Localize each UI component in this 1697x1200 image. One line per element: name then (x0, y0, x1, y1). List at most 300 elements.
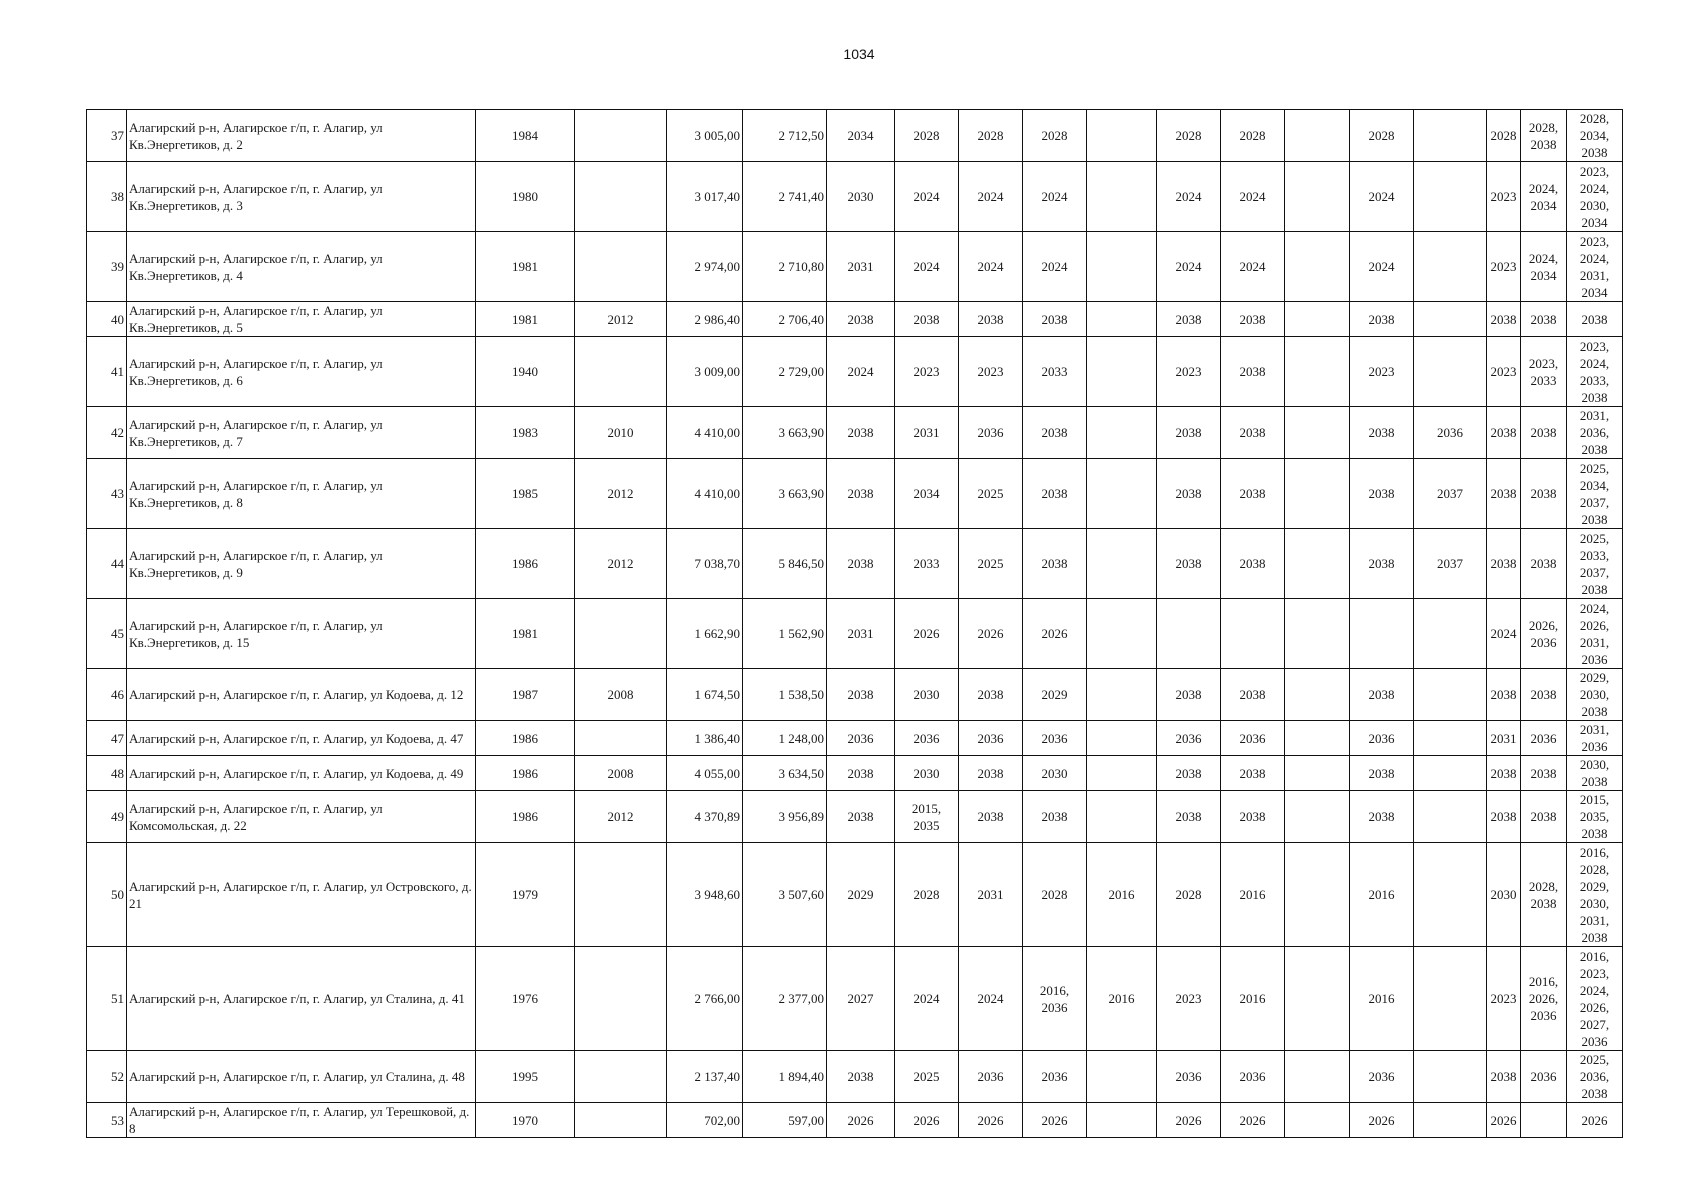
address-cell: Алагирский р-н, Алагирское г/п, г. Алагир, ул Кв.Энергетиков, д. 4 (127, 232, 476, 302)
area-total-cell: 7 038,70 (667, 529, 743, 599)
table-row (87, 721, 1623, 756)
year-cell-2: 2030 (895, 669, 959, 721)
address-cell: Алагирский р-н, Алагирское г/п, г. Алагир, ул Комсомольская, д. 22 (127, 791, 476, 843)
year-cell-4: 2038 (1023, 791, 1087, 843)
area-total-cell: 3 009,00 (667, 337, 743, 407)
year-cell-10: 2036 (1414, 407, 1487, 459)
area-total-cell: 702,00 (667, 1103, 743, 1138)
year-built-cell: 1984 (476, 110, 575, 162)
area-total-cell: 4 370,89 (667, 791, 743, 843)
year-cell-9: 2024 (1350, 162, 1414, 232)
year-cell-4: 2026 (1023, 1103, 1087, 1138)
year-cell-3: 2038 (959, 302, 1023, 337)
year-cell-3: 2028 (959, 110, 1023, 162)
table-row (87, 302, 1623, 337)
area-living-cell: 2 377,00 (743, 947, 827, 1051)
year-cell-10 (1414, 721, 1487, 756)
year-repair-cell (575, 232, 667, 302)
year-built-cell: 1983 (476, 407, 575, 459)
year-cell-1: 2038 (827, 791, 895, 843)
year-cell-2: 2024 (895, 947, 959, 1051)
year-repair-cell (575, 1051, 667, 1103)
year-cell-2: 2028 (895, 110, 959, 162)
year-cell-10 (1414, 599, 1487, 669)
year-cell-9: 2038 (1350, 302, 1414, 337)
row-number-cell: 43 (87, 459, 127, 529)
year-cell-7: 2038 (1221, 791, 1285, 843)
year-cell-10 (1414, 232, 1487, 302)
year-cell-5 (1087, 1103, 1157, 1138)
area-total-cell: 2 986,40 (667, 302, 743, 337)
year-cell-9: 2024 (1350, 232, 1414, 302)
year-cell-3: 2031 (959, 843, 1023, 947)
year-cell-4: 2028 (1023, 843, 1087, 947)
year-cell-1: 2031 (827, 232, 895, 302)
year-cell-13: 2038 (1567, 302, 1623, 337)
year-cell-13: 2025, 2033, 2037, 2038 (1567, 529, 1623, 599)
year-cell-12: 2028, 2038 (1521, 110, 1567, 162)
year-cell-10 (1414, 669, 1487, 721)
area-total-cell: 4 410,00 (667, 407, 743, 459)
year-cell-3: 2026 (959, 1103, 1023, 1138)
year-cell-11: 2030 (1487, 843, 1521, 947)
year-repair-cell (575, 110, 667, 162)
year-cell-13: 2015, 2035, 2038 (1567, 791, 1623, 843)
year-repair-cell: 2012 (575, 302, 667, 337)
year-cell-3: 2038 (959, 669, 1023, 721)
area-living-cell: 1 894,40 (743, 1051, 827, 1103)
row-number-cell: 48 (87, 756, 127, 791)
year-cell-1: 2038 (827, 459, 895, 529)
year-cell-2: 2023 (895, 337, 959, 407)
year-cell-7: 2038 (1221, 407, 1285, 459)
year-cell-8 (1285, 459, 1350, 529)
table-row (87, 407, 1623, 459)
year-repair-cell: 2012 (575, 791, 667, 843)
area-living-cell: 3 956,89 (743, 791, 827, 843)
year-repair-cell (575, 843, 667, 947)
year-cell-1: 2038 (827, 407, 895, 459)
year-cell-4: 2038 (1023, 529, 1087, 599)
year-cell-3: 2026 (959, 599, 1023, 669)
year-cell-12: 2038 (1521, 756, 1567, 791)
area-total-cell: 3 948,60 (667, 843, 743, 947)
year-repair-cell (575, 947, 667, 1051)
year-cell-11: 2023 (1487, 162, 1521, 232)
year-cell-6: 2028 (1157, 110, 1221, 162)
year-cell-4: 2024 (1023, 162, 1087, 232)
housing-repair-table (86, 109, 1623, 1138)
year-cell-9 (1350, 599, 1414, 669)
year-cell-1: 2024 (827, 337, 895, 407)
table-row (87, 162, 1623, 232)
address-cell: Алагирский р-н, Алагирское г/п, г. Алагир, ул Кв.Энергетиков, д. 3 (127, 162, 476, 232)
table-row (87, 756, 1623, 791)
year-cell-9: 2038 (1350, 529, 1414, 599)
year-cell-8 (1285, 1051, 1350, 1103)
year-cell-11: 2038 (1487, 459, 1521, 529)
year-cell-12: 2038 (1521, 791, 1567, 843)
year-cell-3: 2036 (959, 1051, 1023, 1103)
year-cell-10 (1414, 302, 1487, 337)
year-cell-1: 2038 (827, 669, 895, 721)
year-cell-12: 2023, 2033 (1521, 337, 1567, 407)
year-cell-3: 2024 (959, 232, 1023, 302)
year-cell-5 (1087, 302, 1157, 337)
year-cell-3: 2024 (959, 947, 1023, 1051)
year-cell-8 (1285, 302, 1350, 337)
year-cell-5 (1087, 599, 1157, 669)
area-total-cell: 2 974,00 (667, 232, 743, 302)
year-cell-5 (1087, 110, 1157, 162)
year-cell-2: 2036 (895, 721, 959, 756)
year-cell-6: 2038 (1157, 669, 1221, 721)
year-cell-4: 2038 (1023, 407, 1087, 459)
year-cell-2: 2030 (895, 756, 959, 791)
year-cell-6: 2024 (1157, 162, 1221, 232)
year-cell-8 (1285, 791, 1350, 843)
year-cell-5 (1087, 162, 1157, 232)
year-cell-1: 2027 (827, 947, 895, 1051)
year-cell-11: 2024 (1487, 599, 1521, 669)
year-cell-7: 2016 (1221, 947, 1285, 1051)
year-repair-cell: 2012 (575, 459, 667, 529)
year-cell-11: 2038 (1487, 529, 1521, 599)
year-repair-cell: 2008 (575, 669, 667, 721)
year-cell-1: 2031 (827, 599, 895, 669)
year-cell-7: 2026 (1221, 1103, 1285, 1138)
year-cell-6: 2038 (1157, 302, 1221, 337)
year-cell-3: 2036 (959, 407, 1023, 459)
year-cell-2: 2015, 2035 (895, 791, 959, 843)
year-cell-12 (1521, 1103, 1567, 1138)
year-cell-9: 2016 (1350, 843, 1414, 947)
year-cell-4: 2036 (1023, 721, 1087, 756)
year-cell-5: 2016 (1087, 947, 1157, 1051)
year-cell-8 (1285, 843, 1350, 947)
year-cell-7: 2036 (1221, 721, 1285, 756)
year-cell-7: 2038 (1221, 302, 1285, 337)
year-cell-9: 2038 (1350, 669, 1414, 721)
year-cell-13: 2031, 2036, 2038 (1567, 407, 1623, 459)
year-cell-10 (1414, 162, 1487, 232)
year-cell-6 (1157, 599, 1221, 669)
area-total-cell: 2 766,00 (667, 947, 743, 1051)
year-cell-12: 2038 (1521, 407, 1567, 459)
year-cell-4: 2030 (1023, 756, 1087, 791)
year-built-cell: 1976 (476, 947, 575, 1051)
year-cell-10 (1414, 337, 1487, 407)
table-row (87, 529, 1623, 599)
year-cell-13: 2028, 2034, 2038 (1567, 110, 1623, 162)
year-cell-11: 2028 (1487, 110, 1521, 162)
year-built-cell: 1986 (476, 529, 575, 599)
year-cell-12: 2026, 2036 (1521, 599, 1567, 669)
year-cell-10: 2037 (1414, 459, 1487, 529)
year-cell-8 (1285, 337, 1350, 407)
row-number-cell: 41 (87, 337, 127, 407)
year-cell-7: 2024 (1221, 232, 1285, 302)
year-cell-8 (1285, 529, 1350, 599)
year-cell-11: 2023 (1487, 232, 1521, 302)
year-cell-3: 2036 (959, 721, 1023, 756)
area-living-cell: 2 729,00 (743, 337, 827, 407)
area-total-cell: 3 017,40 (667, 162, 743, 232)
year-cell-3: 2023 (959, 337, 1023, 407)
year-cell-10 (1414, 947, 1487, 1051)
year-cell-9: 2038 (1350, 407, 1414, 459)
year-cell-4: 2036 (1023, 1051, 1087, 1103)
year-cell-11: 2023 (1487, 947, 1521, 1051)
year-built-cell: 1979 (476, 843, 575, 947)
year-cell-10 (1414, 843, 1487, 947)
year-built-cell: 1995 (476, 1051, 575, 1103)
year-cell-9: 2016 (1350, 947, 1414, 1051)
year-cell-13: 2016, 2023, 2024, 2026, 2027, 2036 (1567, 947, 1623, 1051)
year-cell-6: 2038 (1157, 756, 1221, 791)
year-cell-8 (1285, 756, 1350, 791)
year-cell-6: 2028 (1157, 843, 1221, 947)
year-cell-9: 2038 (1350, 791, 1414, 843)
year-cell-5 (1087, 232, 1157, 302)
year-cell-11: 2031 (1487, 721, 1521, 756)
year-cell-6: 2038 (1157, 791, 1221, 843)
year-cell-11: 2038 (1487, 791, 1521, 843)
year-cell-11: 2038 (1487, 407, 1521, 459)
year-cell-8 (1285, 1103, 1350, 1138)
year-cell-5 (1087, 337, 1157, 407)
year-built-cell: 1981 (476, 232, 575, 302)
year-cell-1: 2030 (827, 162, 895, 232)
area-living-cell: 597,00 (743, 1103, 827, 1138)
year-cell-6: 2024 (1157, 232, 1221, 302)
year-cell-5 (1087, 407, 1157, 459)
year-cell-12: 2016, 2026, 2036 (1521, 947, 1567, 1051)
table-row (87, 1103, 1623, 1138)
year-cell-9: 2036 (1350, 1051, 1414, 1103)
year-cell-10 (1414, 1051, 1487, 1103)
address-cell: Алагирский р-н, Алагирское г/п, г. Алагир, ул Островского, д. 21 (127, 843, 476, 947)
row-number-cell: 38 (87, 162, 127, 232)
year-cell-7: 2016 (1221, 843, 1285, 947)
row-number-cell: 40 (87, 302, 127, 337)
table-row (87, 599, 1623, 669)
year-cell-13: 2023, 2024, 2033, 2038 (1567, 337, 1623, 407)
year-repair-cell: 2008 (575, 756, 667, 791)
year-cell-4: 2033 (1023, 337, 1087, 407)
year-cell-1: 2026 (827, 1103, 895, 1138)
year-cell-5 (1087, 791, 1157, 843)
year-repair-cell: 2010 (575, 407, 667, 459)
row-number-cell: 37 (87, 110, 127, 162)
year-cell-6: 2038 (1157, 459, 1221, 529)
table-row (87, 459, 1623, 529)
year-cell-3: 2025 (959, 529, 1023, 599)
table-row (87, 843, 1623, 947)
year-repair-cell (575, 1103, 667, 1138)
row-number-cell: 39 (87, 232, 127, 302)
year-built-cell: 1981 (476, 302, 575, 337)
address-cell: Алагирский р-н, Алагирское г/п, г. Алагир, ул Кв.Энергетиков, д. 7 (127, 407, 476, 459)
year-cell-13: 2026 (1567, 1103, 1623, 1138)
year-cell-9: 2036 (1350, 721, 1414, 756)
row-number-cell: 53 (87, 1103, 127, 1138)
year-cell-13: 2016, 2028, 2029, 2030, 2031, 2038 (1567, 843, 1623, 947)
year-cell-7: 2038 (1221, 459, 1285, 529)
area-living-cell: 2 706,40 (743, 302, 827, 337)
table-row (87, 1051, 1623, 1103)
year-cell-10 (1414, 756, 1487, 791)
address-cell: Алагирский р-н, Алагирское г/п, г. Алагир, ул Сталина, д. 48 (127, 1051, 476, 1103)
address-cell: Алагирский р-н, Алагирское г/п, г. Алагир, ул Кв.Энергетиков, д. 15 (127, 599, 476, 669)
year-cell-7: 2036 (1221, 1051, 1285, 1103)
year-cell-3: 2025 (959, 459, 1023, 529)
year-cell-1: 2036 (827, 721, 895, 756)
year-cell-6: 2036 (1157, 1051, 1221, 1103)
year-cell-1: 2038 (827, 1051, 895, 1103)
year-cell-4: 2024 (1023, 232, 1087, 302)
year-built-cell: 1981 (476, 599, 575, 669)
area-living-cell: 3 507,60 (743, 843, 827, 947)
year-cell-7: 2028 (1221, 110, 1285, 162)
year-cell-3: 2038 (959, 791, 1023, 843)
area-total-cell: 1 662,90 (667, 599, 743, 669)
year-cell-8 (1285, 162, 1350, 232)
year-cell-2: 2034 (895, 459, 959, 529)
year-cell-9: 2038 (1350, 459, 1414, 529)
year-cell-11: 2038 (1487, 302, 1521, 337)
area-living-cell: 1 538,50 (743, 669, 827, 721)
year-cell-5 (1087, 756, 1157, 791)
year-cell-8 (1285, 407, 1350, 459)
year-cell-6: 2023 (1157, 337, 1221, 407)
year-cell-6: 2023 (1157, 947, 1221, 1051)
address-cell: Алагирский р-н, Алагирское г/п, г. Алагир, ул Кв.Энергетиков, д. 2 (127, 110, 476, 162)
area-living-cell: 5 846,50 (743, 529, 827, 599)
year-cell-5 (1087, 529, 1157, 599)
table-row (87, 669, 1623, 721)
year-cell-4: 2038 (1023, 459, 1087, 529)
area-living-cell: 1 248,00 (743, 721, 827, 756)
year-cell-8 (1285, 721, 1350, 756)
area-total-cell: 3 005,00 (667, 110, 743, 162)
year-cell-12: 2038 (1521, 529, 1567, 599)
year-cell-11: 2026 (1487, 1103, 1521, 1138)
year-cell-4: 2016, 2036 (1023, 947, 1087, 1051)
row-number-cell: 46 (87, 669, 127, 721)
year-cell-2: 2033 (895, 529, 959, 599)
year-cell-5 (1087, 721, 1157, 756)
year-cell-1: 2029 (827, 843, 895, 947)
area-living-cell: 2 741,40 (743, 162, 827, 232)
year-repair-cell: 2012 (575, 529, 667, 599)
year-cell-3: 2024 (959, 162, 1023, 232)
year-built-cell: 1986 (476, 791, 575, 843)
address-cell: Алагирский р-н, Алагирское г/п, г. Алагир, ул Кодоева, д. 49 (127, 756, 476, 791)
address-cell: Алагирский р-н, Алагирское г/п, г. Алагир, ул Кодоева, д. 47 (127, 721, 476, 756)
area-total-cell: 1 386,40 (667, 721, 743, 756)
year-cell-13: 2024, 2026, 2031, 2036 (1567, 599, 1623, 669)
year-cell-2: 2031 (895, 407, 959, 459)
address-cell: Алагирский р-н, Алагирское г/п, г. Алагир, ул Кв.Энергетиков, д. 5 (127, 302, 476, 337)
year-built-cell: 1986 (476, 721, 575, 756)
year-cell-6: 2036 (1157, 721, 1221, 756)
year-built-cell: 1940 (476, 337, 575, 407)
year-cell-7: 2038 (1221, 529, 1285, 599)
area-living-cell: 3 663,90 (743, 407, 827, 459)
row-number-cell: 50 (87, 843, 127, 947)
year-cell-2: 2026 (895, 599, 959, 669)
year-cell-2: 2025 (895, 1051, 959, 1103)
area-living-cell: 3 663,90 (743, 459, 827, 529)
year-cell-1: 2038 (827, 756, 895, 791)
year-cell-8 (1285, 110, 1350, 162)
year-cell-9: 2028 (1350, 110, 1414, 162)
year-cell-2: 2038 (895, 302, 959, 337)
year-cell-12: 2036 (1521, 1051, 1567, 1103)
address-cell: Алагирский р-н, Алагирское г/п, г. Алагир, ул Терешковой, д. 8 (127, 1103, 476, 1138)
year-built-cell: 1980 (476, 162, 575, 232)
address-cell: Алагирский р-н, Алагирское г/п, г. Алагир, ул Сталина, д. 41 (127, 947, 476, 1051)
year-cell-8 (1285, 669, 1350, 721)
year-cell-4: 2029 (1023, 669, 1087, 721)
year-cell-10 (1414, 110, 1487, 162)
year-cell-2: 2026 (895, 1103, 959, 1138)
table-row (87, 110, 1623, 162)
row-number-cell: 47 (87, 721, 127, 756)
area-total-cell: 2 137,40 (667, 1051, 743, 1103)
year-cell-6: 2026 (1157, 1103, 1221, 1138)
year-cell-4: 2038 (1023, 302, 1087, 337)
year-cell-2: 2024 (895, 162, 959, 232)
year-cell-12: 2036 (1521, 721, 1567, 756)
year-cell-6: 2038 (1157, 529, 1221, 599)
year-cell-1: 2038 (827, 302, 895, 337)
address-cell: Алагирский р-н, Алагирское г/п, г. Алагир, ул Кодоева, д. 12 (127, 669, 476, 721)
year-cell-13: 2025, 2034, 2037, 2038 (1567, 459, 1623, 529)
area-total-cell: 1 674,50 (667, 669, 743, 721)
year-cell-10 (1414, 1103, 1487, 1138)
year-cell-3: 2038 (959, 756, 1023, 791)
address-cell: Алагирский р-н, Алагирское г/п, г. Алагир, ул Кв.Энергетиков, д. 6 (127, 337, 476, 407)
year-cell-13: 2030, 2038 (1567, 756, 1623, 791)
year-cell-7: 2038 (1221, 669, 1285, 721)
row-number-cell: 44 (87, 529, 127, 599)
year-cell-12: 2038 (1521, 302, 1567, 337)
year-cell-13: 2031, 2036 (1567, 721, 1623, 756)
area-living-cell: 3 634,50 (743, 756, 827, 791)
row-number-cell: 51 (87, 947, 127, 1051)
table-body (87, 110, 1623, 1138)
year-cell-10: 2037 (1414, 529, 1487, 599)
table-row (87, 337, 1623, 407)
area-total-cell: 4 055,00 (667, 756, 743, 791)
year-cell-9: 2023 (1350, 337, 1414, 407)
year-built-cell: 1986 (476, 756, 575, 791)
year-cell-8 (1285, 232, 1350, 302)
year-cell-11: 2038 (1487, 1051, 1521, 1103)
row-number-cell: 52 (87, 1051, 127, 1103)
year-cell-11: 2038 (1487, 756, 1521, 791)
row-number-cell: 49 (87, 791, 127, 843)
area-living-cell: 1 562,90 (743, 599, 827, 669)
year-cell-6: 2038 (1157, 407, 1221, 459)
year-cell-11: 2038 (1487, 669, 1521, 721)
year-built-cell: 1987 (476, 669, 575, 721)
year-cell-1: 2034 (827, 110, 895, 162)
table-row (87, 791, 1623, 843)
table-row (87, 947, 1623, 1051)
